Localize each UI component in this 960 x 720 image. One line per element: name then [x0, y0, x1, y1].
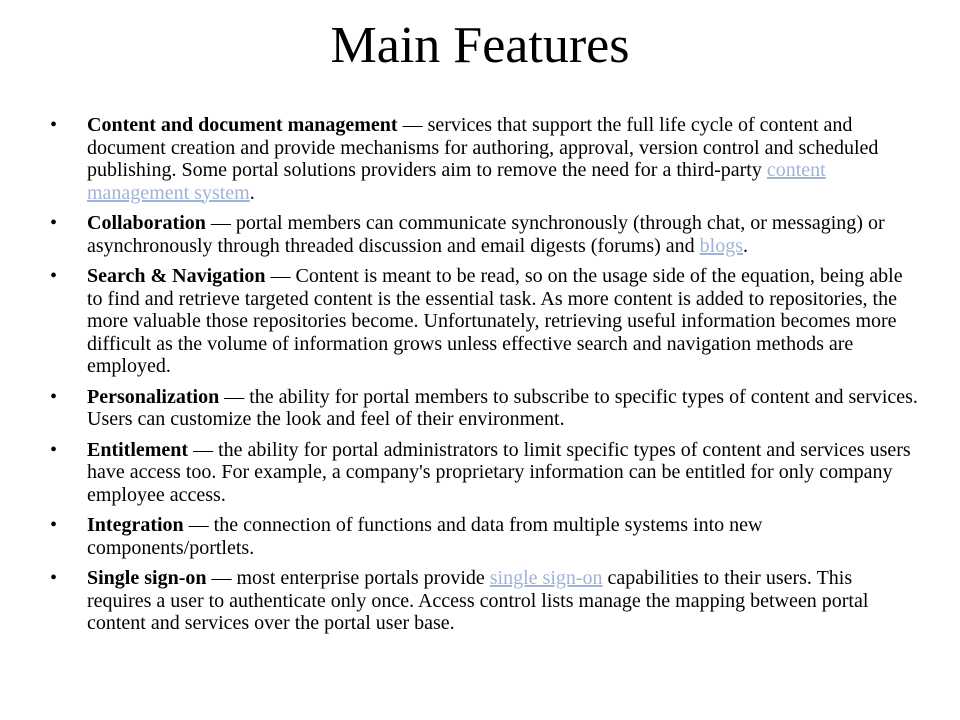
list-item: [50, 386, 920, 431]
feature-description: — services that support the full life cycle of content and document creation and provide mechanisms for authoring, approval, version control and scheduled publishing. Some portal solutions providers aim to remove the need for a third-party: [87, 114, 879, 181]
feature-term: Integration: [87, 514, 184, 536]
link-single-sign-on[interactable]: single sign-on: [489, 567, 603, 589]
feature-term: Single sign-on: [87, 567, 207, 589]
feature-description: — the ability for portal members to subscribe to specific types of content and services. Users can customize the look and feel of their environment.: [87, 385, 918, 430]
list-item: [50, 265, 920, 378]
list-item: [50, 212, 920, 257]
bullet-icon: •: [50, 514, 58, 536]
list-item: [50, 114, 920, 204]
feature-term: Collaboration: [87, 212, 206, 234]
feature-term: Content and document management: [87, 114, 398, 136]
feature-description: — the connection of functions and data from multiple systems into new components/portlets.: [87, 514, 763, 559]
list-item: [50, 514, 920, 559]
feature-list: [50, 114, 920, 643]
feature-description-end: capabilities to their users. This requires a user to authenticate only once. Access control lists manage the mapping between portal content and services over the portal user base.: [87, 567, 869, 634]
feature-description: — the ability for portal administrators to limit specific types of content and services users have access too. For example, a company's proprietary information can be entitled for only company employee access.: [87, 438, 911, 506]
list-item: [50, 567, 920, 635]
link-content-management-system[interactable]: content management system: [87, 159, 826, 204]
list-item: [50, 439, 920, 507]
bullet-icon: •: [50, 212, 58, 234]
bullet-icon: •: [50, 567, 58, 589]
link-blogs[interactable]: blogs: [699, 234, 743, 257]
feature-term: Entitlement: [87, 438, 189, 461]
slide-title: Main Features: [330, 17, 630, 74]
feature-description: — portal members can communicate synchronously (through chat, or messaging) or asynchronously through threaded discussion and email digests (forums) and: [87, 212, 885, 257]
bullet-icon: •: [50, 265, 58, 287]
feature-term: Search & Navigation: [87, 265, 266, 287]
bullet-icon: •: [50, 385, 58, 408]
feature-description: — most enterprise portals provide: [206, 567, 490, 589]
feature-description: — Content is meant to be read, so on the usage side of the equation, being able to find and retrieve targeted content is the essential task. As more content is added to repositories, the more valuable those repositories become. Unfortunately, retrieving useful information becomes more difficult as the volume of information grows unless effective search and navigation methods are employed.: [87, 265, 903, 377]
feature-description-end: .: [743, 234, 748, 257]
feature-term: Personalization: [87, 385, 220, 408]
bullet-icon: •: [50, 438, 58, 461]
bullet-icon: •: [50, 114, 58, 136]
feature-description-end: .: [249, 181, 255, 204]
